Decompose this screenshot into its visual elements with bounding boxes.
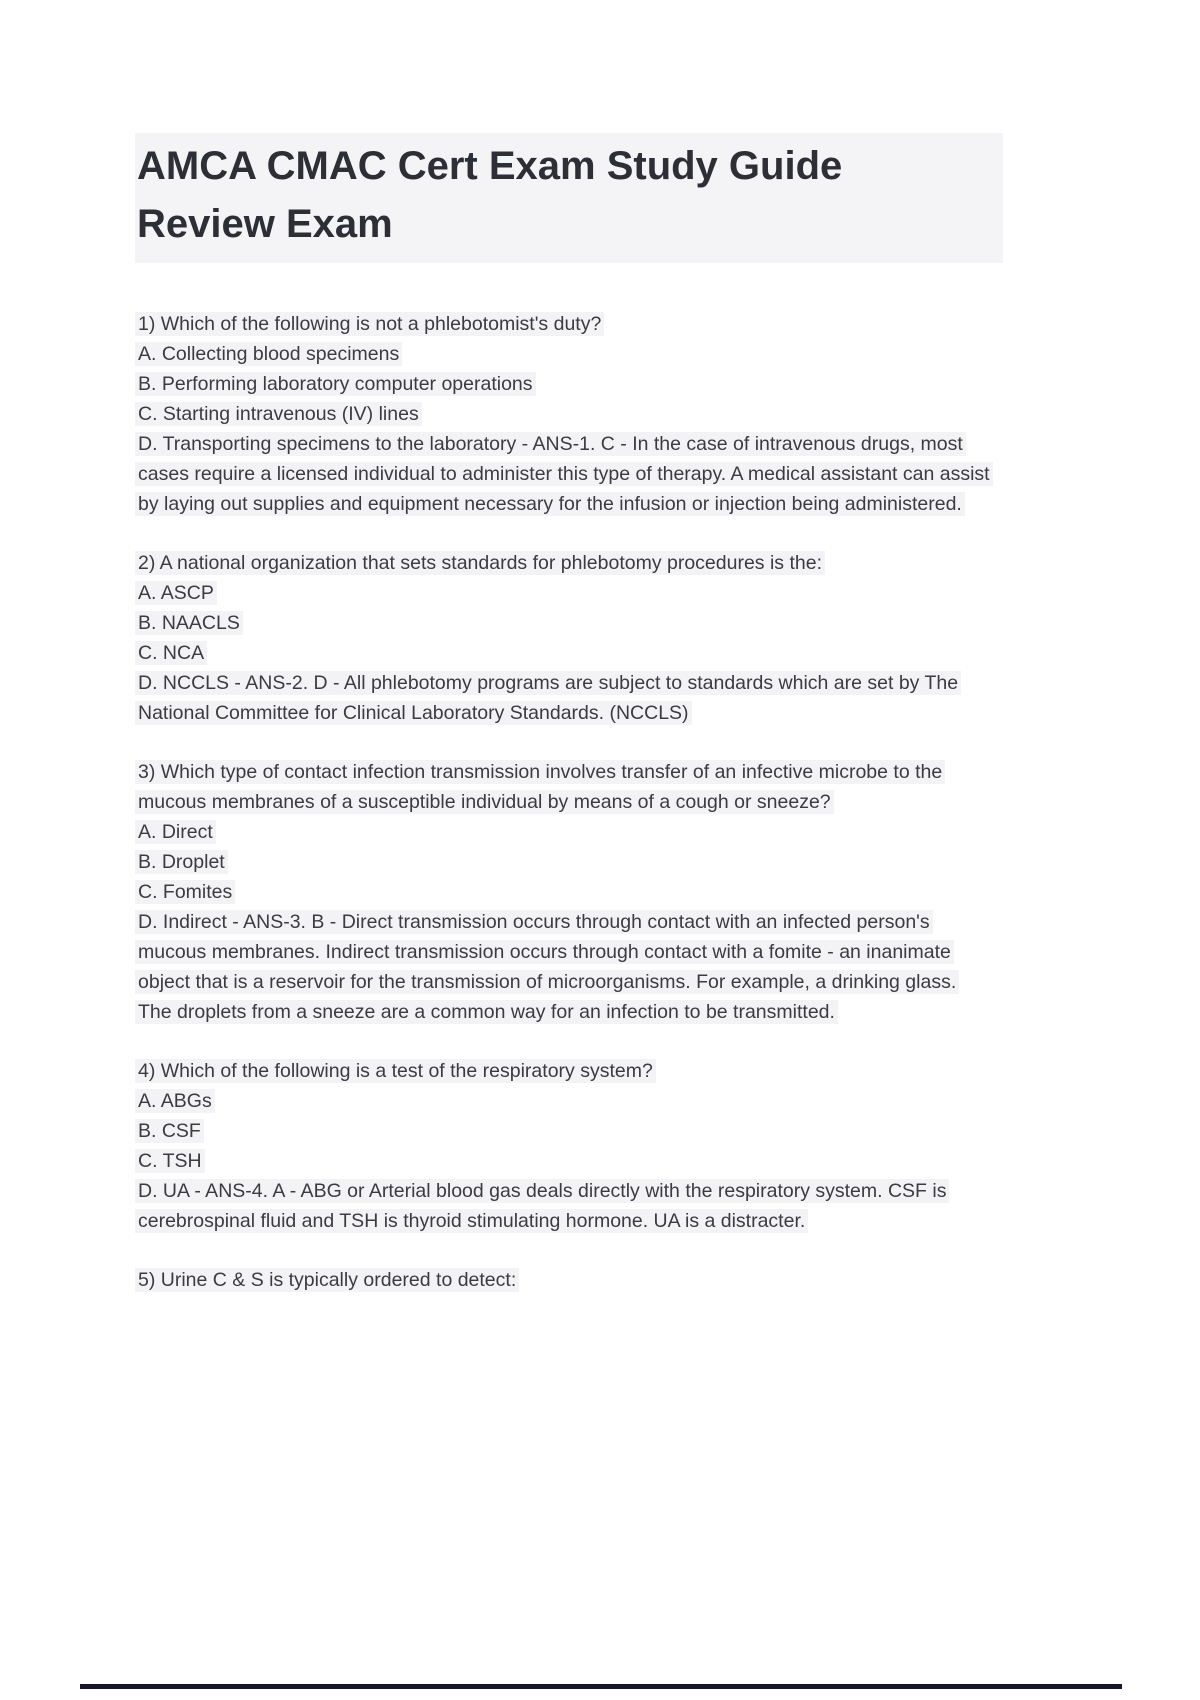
question-3-option-b: B. Droplet [135, 850, 228, 874]
question-4-prompt: 4) Which of the following is a test of the respiratory system? [135, 1059, 656, 1083]
text-line [135, 1265, 1003, 1295]
text-line [135, 608, 1003, 638]
question-5-prompt: 5) Urine C & S is typically ordered to detect: [135, 1268, 519, 1292]
question-1-option-a: A. Collecting blood specimens [135, 342, 402, 366]
document-title [135, 133, 1003, 263]
question-2-option-c: C. NCA [135, 641, 207, 665]
question-3-option-c: C. Fomites [135, 880, 235, 904]
question-4-option-d-answer: D. UA - ANS-4. A - ABG or Arterial blood gas deals directly with the respiratory system. CSF is cerebrospinal fluid and TSH is thyroid stimulating hormone. UA is a distracter. [135, 1179, 949, 1233]
question-2 [135, 548, 1003, 728]
text-line [135, 907, 1003, 997]
question-2-option-d-answer: D. NCCLS - ANS-2. D - All phlebotomy programs are subject to standards which are set by The National Committee for Clinical Laboratory Standards. (NCCLS) [135, 671, 961, 725]
text-line [135, 339, 1003, 369]
question-3-prompt: 3) Which type of contact infection transmission involves transfer of an infective microbe to the mucous membranes of a susceptible individual by means of a cough or sneeze? [135, 760, 945, 814]
text-line [135, 638, 1003, 668]
question-4 [135, 1056, 1003, 1236]
text-line [135, 1056, 1003, 1086]
text-line [135, 429, 1003, 519]
text-line [135, 817, 1003, 847]
text-line [135, 997, 1003, 1027]
question-3-option-a: A. Direct [135, 820, 216, 844]
text-line [135, 877, 1003, 907]
page-bottom-divider [80, 1684, 1122, 1689]
text-line [135, 548, 1003, 578]
document-content [135, 133, 1003, 1324]
text-line [135, 1176, 1003, 1236]
question-1-option-d-answer: D. Transporting specimens to the laboratory - ANS-1. C - In the case of intravenous drugs, most cases require a licensed individual to administer this type of therapy. A medical assistant can assist by laying out supplies and equipment necessary for the infusion or injection being administered. [135, 432, 993, 516]
text-line [135, 578, 1003, 608]
text-line [135, 1116, 1003, 1146]
question-4-option-a: A. ABGs [135, 1089, 215, 1113]
text-line [135, 369, 1003, 399]
text-line [135, 847, 1003, 877]
question-4-option-c: C. TSH [135, 1149, 205, 1173]
question-4-option-b: B. CSF [135, 1119, 204, 1143]
text-line [135, 1146, 1003, 1176]
question-3 [135, 757, 1003, 1027]
text-line [135, 757, 1003, 817]
question-2-prompt: 2) A national organization that sets standards for phlebotomy procedures is the: [135, 551, 825, 575]
question-3-option-d-answer: D. Indirect - ANS-3. B - Direct transmission occurs through contact with an infected person's mucous membranes. Indirect transmission occurs through contact with a fomite - an inanimate object that is a reservoir for the transmission of microorganisms. For example, a drinking glass. [135, 910, 959, 994]
question-1 [135, 309, 1003, 519]
title-line-1: AMCA CMAC Cert Exam Study Guide [137, 144, 843, 188]
text-line [135, 668, 1003, 728]
question-2-option-a: A. ASCP [135, 581, 217, 605]
question-5 [135, 1265, 1003, 1295]
text-line [135, 1086, 1003, 1116]
question-3-explanation-note: The droplets from a sneeze are a common way for an infection to be transmitted. [135, 1000, 838, 1024]
question-1-option-b: B. Performing laboratory computer operations [135, 372, 536, 396]
question-1-option-c: C. Starting intravenous (IV) lines [135, 402, 422, 426]
question-1-prompt: 1) Which of the following is not a phlebotomist's duty? [135, 312, 604, 336]
title-line-2: Review Exam [137, 202, 393, 246]
question-2-option-b: B. NAACLS [135, 611, 243, 635]
text-line [135, 309, 1003, 339]
text-line [135, 399, 1003, 429]
